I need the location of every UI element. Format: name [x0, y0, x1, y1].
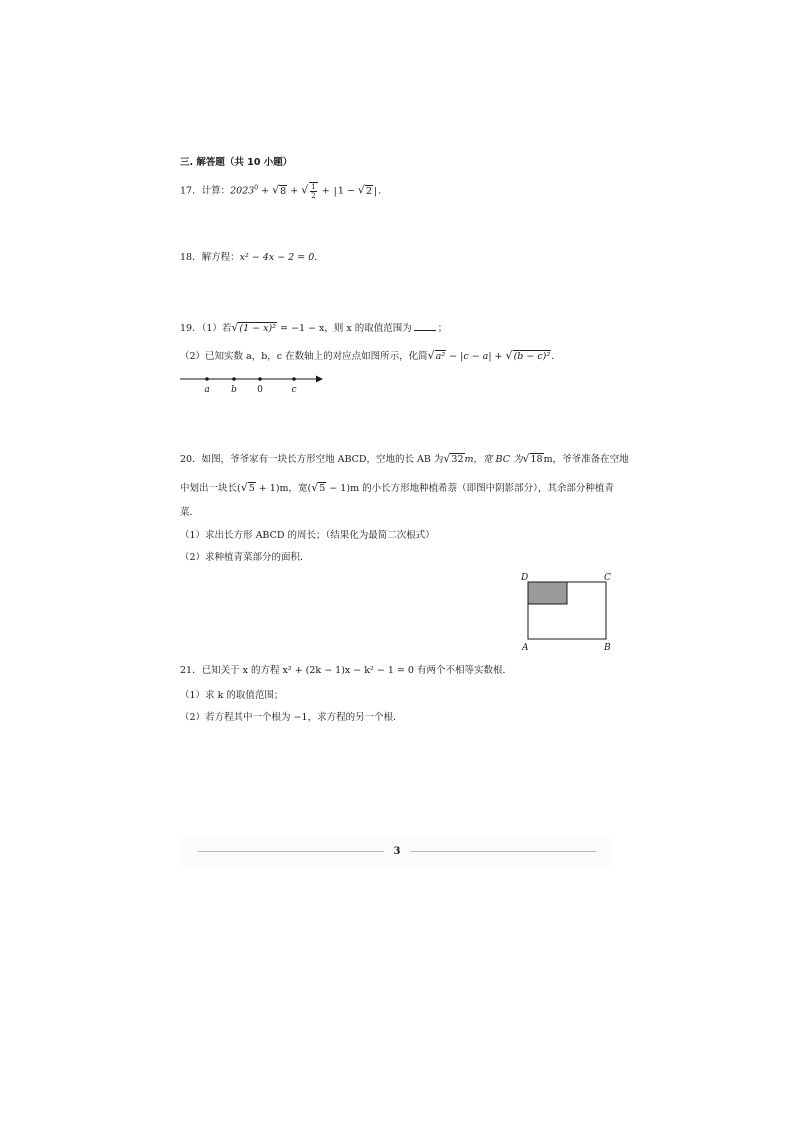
q17-frac-den: 2 — [311, 192, 316, 200]
vertex-label-c: C — [604, 573, 611, 583]
question-20-line-3: 菜． — [180, 507, 200, 518]
question-18 — [180, 252, 324, 264]
q17-sqrt-sign-3: √ — [357, 183, 365, 197]
question-17 — [180, 182, 388, 200]
q18-end: ． — [314, 252, 324, 263]
q20-sqrt-wid: 5 — [319, 483, 326, 494]
q19-part2-sqrt-b: (b − c)² — [513, 351, 551, 362]
q17-abs-open: | — [333, 185, 337, 197]
q19-part2-middle: − |c − a| + — [446, 351, 506, 362]
question-20-part-2: （2）求种植青菜部分的面积． — [180, 552, 310, 563]
q17-sqrt-sign-2: √ — [301, 183, 309, 197]
footer-rule-right — [410, 851, 596, 852]
number-line-label-b: b — [231, 385, 237, 395]
q18-number: 18． — [180, 252, 202, 263]
q17-sqrt-8: 8 — [280, 185, 287, 197]
q17-abs-close: | — [373, 185, 378, 197]
footer-rule-left — [198, 851, 384, 852]
q19-part1-label: 19．（1）若 — [180, 323, 232, 334]
q17-abs-inner: 1 − — [337, 185, 358, 197]
question-20-part-1: （1）求出长方形 ABCD 的周长；（结果化为最简二次根式） — [180, 530, 435, 541]
q20-line2-a: 中划出一块长( — [180, 483, 241, 494]
q19-part2-sqrt-a: a² — [435, 351, 446, 362]
q19-sqrt-sign-1: √ — [231, 321, 239, 334]
q17-plus-3: + — [318, 185, 333, 197]
q17-abs-sqrt: 2 — [365, 185, 372, 197]
question-19-part-2 — [180, 350, 561, 363]
q20-sqrt-sign-bc: √ — [522, 452, 530, 465]
q19-part1-rest: = −1 − x，则 x 的取值范围为 — [277, 323, 412, 334]
vertex-label-b: B — [604, 643, 611, 653]
q19-part2-end: ． — [551, 351, 561, 362]
number-line-arrow — [316, 376, 323, 383]
q20-line2-c: − 1)m 的小长方形地种植希萘（即图中阴影部分），其余部分种植青 — [326, 483, 614, 494]
q17-number: 17． — [180, 185, 202, 197]
q20-sqrt-sign-ab: √ — [443, 452, 451, 465]
number-line-point-b — [232, 377, 236, 381]
q20-line1-c: m，爷爷准备在空地 — [543, 454, 629, 465]
vertex-label-d: D — [521, 573, 529, 583]
q18-prefix: 解方程： — [201, 252, 240, 263]
q19-sqrt-sign-3: √ — [505, 349, 513, 362]
q17-base: 2023 — [230, 185, 255, 197]
number-line-point-0 — [258, 377, 262, 381]
question-21-stem: 21．已知关于 x 的方程 x² + (2k − 1)x − k² − 1 = 0 有两个不相等实数根． — [180, 665, 512, 676]
q19-answer-blank[interactable] — [414, 321, 436, 331]
question-19-part-1 — [180, 321, 447, 335]
number-line-label-c: c — [291, 385, 297, 395]
number-line-point-c — [292, 377, 296, 381]
number-line-label-0: 0 — [257, 385, 263, 395]
question-20-line-2 — [180, 482, 614, 495]
q18-equation: x² − 4x − 2 = 0 — [239, 252, 315, 263]
q20-sqrt-sign-wid: √ — [311, 481, 319, 494]
rectangle-figure — [518, 571, 618, 653]
section-title: 三. 解答题（共 10 小题） — [180, 157, 293, 168]
q20-sqrt-len: 5 — [248, 483, 255, 494]
q17-plus-2: + — [287, 185, 302, 197]
q19-part2-label: （2）已知实数 a，b，c 在数轴上的对应点如图所示，化简 — [180, 351, 428, 362]
vertex-label-a: A — [522, 643, 529, 653]
shaded-plot — [528, 582, 567, 604]
q17-prefix: 计算： — [201, 185, 231, 197]
number-line-point-a — [205, 377, 209, 381]
q20-line1-b: m，宽 BC 为 — [464, 454, 523, 465]
q19-sqrt-sign-2: √ — [427, 349, 435, 362]
page-number: 3 — [393, 846, 401, 857]
q17-end: ． — [378, 185, 388, 197]
question-20-line-1 — [180, 453, 629, 466]
q20-sqrt-bc: 18 — [530, 454, 543, 465]
q20-line1-a: 20．如图，爷爷家有一块长方形空地 ABCD，空地的长 AB 为 — [180, 454, 444, 465]
q17-exponent: 0 — [254, 184, 259, 192]
q19-part1-end: ； — [437, 323, 448, 334]
number-line-figure — [180, 372, 325, 396]
question-21-part-1: （1）求 k 的取值范围； — [180, 690, 284, 701]
q17-plus-1: + — [258, 185, 273, 197]
q20-sqrt-ab: 32 — [451, 454, 464, 465]
q19-part1-radicand: (1 − x)² — [239, 323, 277, 334]
q20-line2-b: + 1)m，宽( — [255, 483, 312, 494]
q20-sqrt-sign-len: √ — [240, 481, 248, 494]
q17-sqrt-sign-1: √ — [272, 183, 280, 197]
number-line-label-a: a — [204, 385, 210, 395]
q17-fraction — [309, 182, 317, 200]
question-21-part-2: （2）若方程其中一个根为 −1，求方程的另一个根． — [180, 712, 403, 723]
q17-frac-num: 1 — [311, 183, 316, 191]
